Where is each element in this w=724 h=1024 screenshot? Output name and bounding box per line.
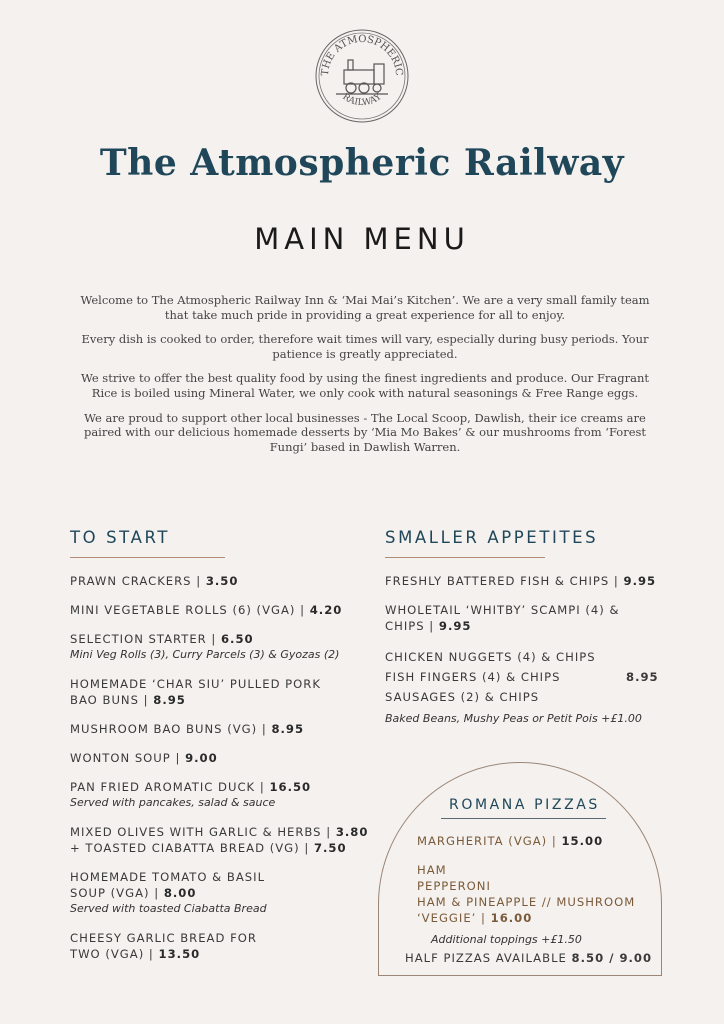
item-note: Mini Veg Rolls (3), Curry Parcels (3) & Gyozas (2)	[70, 648, 340, 661]
svg-text:THE ATMOSPHERIC: THE ATMOSPHERIC	[319, 33, 405, 77]
divider	[385, 557, 545, 558]
sides-note: Baked Beans, Mushy Peas or Petit Pois +£1.00	[385, 712, 642, 725]
item-price: 7.50	[313, 841, 347, 855]
item-price: 6.50	[220, 632, 254, 646]
to-start-list	[70, 573, 370, 975]
railway-logo	[314, 28, 410, 124]
pizza-list	[417, 833, 657, 948]
toppings-note: Additional toppings +£1.50	[431, 933, 582, 946]
menu-item	[70, 602, 370, 618]
item-name: + TOASTED CIABATTA BREAD (VG) |	[70, 841, 310, 855]
svg-text:RAILWAY: RAILWAY	[340, 92, 384, 109]
menu-item	[70, 631, 370, 663]
pizzas-heading: ROMANA PIZZAS	[449, 797, 600, 813]
menu-item: FRESHLY BATTERED FISH & CHIPS | 9.95	[385, 574, 657, 588]
restaurant-title: The Atmospheric Railway	[99, 142, 625, 184]
intro-paragraph: We are proud to support other local businesses - The Local Scoop, Dawlish, their ice creams are paired with our delicious homemade desserts by ‘Mia Mo Bakes’ & our mushrooms from ‘Forest Fungi’ based in Dawlish Warren.	[83, 410, 647, 454]
menu-item: HAM & PINEAPPLE // MUSHROOM	[417, 895, 636, 909]
group-price: 8.95	[626, 670, 659, 684]
item-name: SELECTION STARTER |	[70, 632, 217, 646]
item-price: 8.95	[271, 722, 305, 736]
item-name: CHEESY GARLIC BREAD FOR TWO (VGA) |	[70, 931, 257, 961]
menu-item	[70, 779, 370, 811]
intro-paragraph: Every dish is cooked to order, therefore wait times will vary, especially during busy periods. Your patience is greatly appreciated.	[81, 332, 649, 361]
menu-item	[70, 721, 370, 737]
item-price: 13.50	[158, 947, 201, 961]
item-name: MUSHROOM BAO BUNS (VG) |	[70, 722, 267, 736]
menu-item	[70, 869, 290, 917]
menu-title: MAIN MENU	[254, 222, 470, 256]
menu-item: SAUSAGES (2) & CHIPS	[385, 690, 540, 704]
menu-item	[70, 824, 370, 856]
item-price: 9.00	[185, 751, 218, 765]
item-price: 8.95	[153, 693, 186, 707]
menu-item: WHOLETAIL ‘WHITBY’ SCAMPI (4) & CHIPS | 9.95	[385, 603, 620, 633]
item-name: MIXED OLIVES WITH GARLIC & HERBS |	[70, 825, 332, 839]
item-name: HOMEMADE TOMATO & BASIL SOUP (VGA) |	[70, 870, 266, 900]
to-start-heading: TO START	[70, 528, 171, 547]
item-name: MINI VEGETABLE ROLLS (6) (VGA) |	[70, 603, 306, 617]
menu-item: MARGHERITA (VGA) | 15.00	[417, 834, 604, 848]
item-name: HOMEMADE ‘CHAR SIU’ PULLED PORK BAO BUNS |	[70, 677, 321, 707]
menu-item: HAM	[417, 863, 447, 877]
item-name: WONTON SOUP |	[70, 751, 181, 765]
menu-item	[70, 750, 370, 766]
smaller-appetites-heading: SMALLER APPETITES	[385, 528, 599, 547]
divider	[70, 557, 225, 558]
menu-item: FISH FINGERS (4) & CHIPS	[385, 670, 561, 684]
intro-paragraph: Welcome to The Atmospheric Railway Inn & ‘Mai Mai’s Kitchen’. We are a very small family team that take much pride in providing a great experience for all to enjoy.	[80, 293, 650, 322]
item-price: 16.50	[269, 780, 312, 794]
kids-group	[385, 647, 660, 707]
item-price: 8.00	[163, 886, 197, 900]
item-price: 3.50	[205, 574, 239, 588]
half-pizzas: HALF PIZZAS AVAILABLE 8.50 / 9.00	[405, 951, 653, 965]
intro-text	[70, 293, 660, 464]
intro-paragraph: We strive to offer the best quality food by using the finest ingredients and produce. Our Fragrant Rice is boiled using Mineral Water, we only cook with natural seasonings & Free Range eggs.	[80, 371, 650, 400]
menu-item	[70, 930, 270, 962]
menu-item: PEPPERONI	[417, 879, 491, 893]
locomotive-icon	[336, 60, 388, 94]
smaller-list	[385, 573, 660, 727]
item-note: Served with toasted Ciabatta Bread	[70, 902, 267, 915]
item-name: PAN FRIED AROMATIC DUCK |	[70, 780, 265, 794]
item-price: 4.20	[309, 603, 343, 617]
menu-item: CHICKEN NUGGETS (4) & CHIPS	[385, 650, 596, 664]
divider	[441, 818, 606, 819]
menu-item	[70, 676, 335, 708]
item-note: Served with pancakes, salad & sauce	[70, 796, 276, 809]
menu-item	[70, 573, 370, 589]
item-price: 3.80	[335, 825, 369, 839]
item-name: PRAWN CRACKERS |	[70, 574, 202, 588]
menu-item: ‘VEGGIE’ | 16.00	[417, 911, 533, 925]
